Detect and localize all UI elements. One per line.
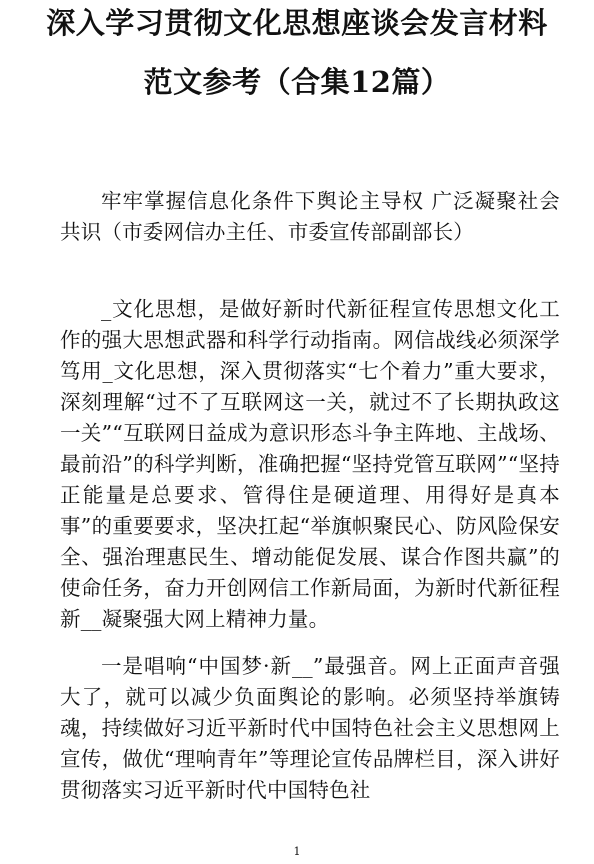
document-title-line2: 范文参考（合集12篇） bbox=[143, 65, 451, 99]
body-paragraph-1 bbox=[60, 294, 560, 635]
section-heading-text: 牢牢掌握信息化条件下舆论主导权 广泛凝聚社会共识（市委网信办主任、市委宣传部副部长） bbox=[60, 189, 560, 244]
paragraph-text: 一是唱响“中国梦·新__”最强音。网上正面声音强大了，就可以减少负面舆论的影响。必须坚持举旗铸魂，持续做好习近平新时代中国特色社会主义思想网上宣传，做优“理响青年”等理论宣传品牌栏目，深入讲好贯彻落实习近平新时代中国特色社 bbox=[60, 654, 560, 802]
paragraph-text: _文化思想，是做好新时代新征程宣传思想文化工作的强大思想武器和科学行动指南。网信战线必须深学笃用_文化思想，深入贯彻落实“七个着力”重大要求，深刻理解“过不了互联网这一关，就过不了长期执政这一关”“互联网日益成为意识形态斗争主阵地、主战场、最前沿”的科学判断，准确把握“坚持党管互联网”“坚持正能量是总要求、管得住是硬道理、用得好是真本事”的重要要求，坚决扛起“举旗帜聚民心、防风险保安全、强治理惠民生、增动能促发展、谋合作图共赢”的使命任务，奋力开创网信工作新局面，为新时代新征程新__凝聚强大网上精神力量。 bbox=[60, 297, 560, 631]
body-paragraph-2 bbox=[60, 651, 560, 806]
section-heading bbox=[60, 186, 560, 248]
page-number: 1 bbox=[293, 845, 301, 858]
document-title-line1: 深入学习贯彻文化思想座谈会发言材料 bbox=[46, 6, 548, 40]
